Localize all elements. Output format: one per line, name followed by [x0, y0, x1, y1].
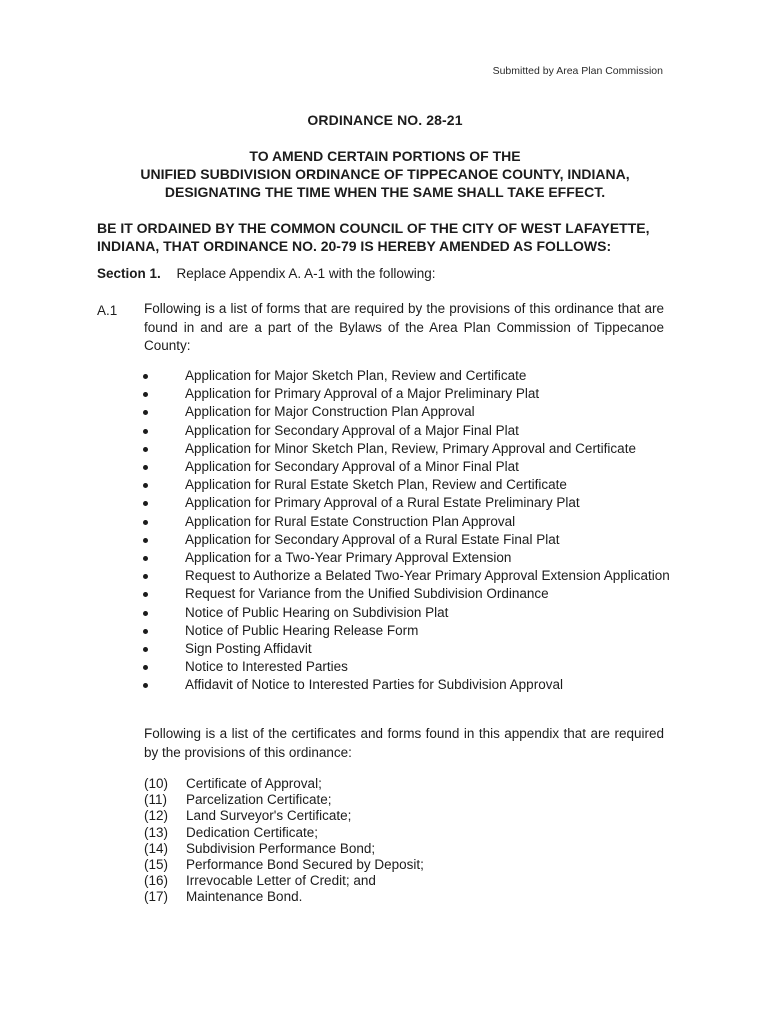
bullet-icon	[143, 683, 148, 688]
certificate-text: Parcelization Certificate;	[186, 792, 332, 808]
bullet-icon	[143, 465, 148, 470]
title-line: DESIGNATING THE TIME WHEN THE SAME SHALL TAKE EFFECT.	[164, 184, 606, 200]
certificate-number: (14)	[144, 840, 169, 856]
form-list-item	[140, 476, 670, 494]
certificate-text: Certificate of Approval;	[186, 776, 322, 791]
form-item-text: Application for Primary Approval of a Major Preliminary Plat	[185, 386, 540, 402]
section-label: Section 1.	[97, 266, 161, 281]
bullet-icon	[143, 538, 148, 543]
bullet-icon	[143, 665, 148, 670]
form-item-text: Application for Rural Estate Sketch Plan, Review and Certificate	[185, 477, 567, 493]
certificate-number: (11)	[144, 792, 168, 808]
certificate-text: Maintenance Bond.	[186, 889, 303, 905]
bullet-icon	[143, 429, 148, 434]
form-list-item	[140, 367, 670, 385]
form-item-text: Request for Variance from the Unified Subdivision Ordinance	[185, 586, 549, 602]
bullet-icon	[143, 392, 148, 397]
form-item-text: Request to Authorize a Belated Two-Year Primary Approval Extension Application	[185, 568, 670, 584]
certificate-list-item	[144, 841, 424, 857]
certificate-list-item	[144, 808, 424, 824]
ordinance-number: ORDINANCE NO. 28-21	[307, 112, 463, 128]
form-list-item	[140, 403, 670, 421]
form-list-item	[140, 676, 670, 694]
form-item-text: Application for Secondary Approval of a Major Final Plat	[185, 422, 519, 438]
form-list-item	[140, 622, 670, 640]
bullet-icon	[143, 447, 148, 452]
section-text: Replace Appendix A. A-1 with the following:	[176, 266, 436, 281]
form-item-text: Notice of Public Hearing Release Form	[185, 622, 419, 638]
ordinance-title	[0, 147, 770, 201]
certificate-text: Land Surveyor's Certificate;	[186, 808, 352, 824]
form-item-text: Application for Primary Approval of a Rural Estate Preliminary Plat	[185, 495, 580, 511]
form-list-item	[140, 604, 670, 622]
submitted-by-note: Submitted by Area Plan Commission	[492, 65, 663, 77]
form-item-text: Application for Secondary Approval of a Minor Final Plat	[185, 459, 519, 475]
form-item-text: Application for Major Sketch Plan, Review and Certificate	[185, 368, 527, 383]
bullet-icon	[143, 410, 148, 415]
certificate-number: (15)	[144, 857, 169, 873]
certificate-text: Dedication Certificate;	[186, 824, 319, 840]
bullet-icon	[143, 611, 148, 616]
certificate-text: Irrevocable Letter of Credit; and	[186, 873, 376, 889]
form-list-item	[140, 549, 670, 567]
bullet-icon	[143, 520, 148, 525]
a1-intro: Following is a list of forms that are required by the provisions of this ordinance that are found in and are a part of the Bylaws of the Area Plan Commission of Tippecanoe County:	[144, 301, 664, 353]
certificate-number: (12)	[144, 808, 169, 824]
form-item-text: Sign Posting Affidavit	[185, 641, 312, 657]
certificate-number: (17)	[144, 889, 169, 905]
certificates-list	[144, 776, 424, 906]
ordained-line: INDIANA, THAT ORDINANCE NO. 20-79 IS HEREBY AMENDED AS FOLLOWS:	[97, 238, 612, 254]
forms-list	[140, 367, 670, 695]
form-item-text: Notice of Public Hearing on Subdivision Plat	[185, 604, 449, 620]
certificate-number: (13)	[144, 824, 169, 840]
form-list-item	[140, 658, 670, 676]
form-list-item	[140, 640, 670, 658]
form-item-text: Application for Rural Estate Construction Plan Approval	[185, 513, 516, 529]
form-list-item	[140, 422, 670, 440]
form-item-text: Application for Minor Sketch Plan, Review, Primary Approval and Certificate	[185, 440, 636, 456]
bullet-icon	[143, 374, 148, 379]
certificate-text: Subdivision Performance Bond;	[186, 840, 376, 856]
form-item-text: Affidavit of Notice to Interested Parties for Subdivision Approval	[185, 677, 563, 693]
certificate-number: (10)	[144, 776, 169, 791]
section-1	[97, 266, 435, 281]
form-list-item	[140, 458, 670, 476]
title-line: TO AMEND CERTAIN PORTIONS OF THE	[249, 148, 521, 164]
form-list-item	[140, 513, 670, 531]
form-list-item	[140, 385, 670, 403]
bullet-icon	[143, 574, 148, 579]
certificate-list-item	[144, 792, 424, 808]
form-item-text: Notice to Interested Parties	[185, 659, 348, 675]
bullet-icon	[143, 647, 148, 652]
certificate-list-item	[144, 825, 424, 841]
certificate-list-item	[144, 889, 424, 905]
ordained-line: BE IT ORDAINED BY THE COMMON COUNCIL OF THE CITY OF WEST LAFAYETTE,	[97, 220, 650, 236]
certificates-intro: Following is a list of the certificates and forms found in this appendix that are required by the provisions of this ordinance:	[144, 726, 664, 760]
ordained-clause	[97, 219, 667, 255]
certificate-text: Performance Bond Secured by Deposit;	[186, 857, 424, 873]
form-item-text: Application for Secondary Approval of a Rural Estate Final Plat	[185, 531, 560, 547]
bullet-icon	[143, 592, 148, 597]
bullet-icon	[143, 629, 148, 634]
form-list-item	[140, 585, 670, 603]
form-item-text: Application for a Two-Year Primary Approval Extension	[185, 550, 512, 566]
certificate-list-item	[144, 776, 424, 792]
bullet-icon	[143, 483, 148, 488]
form-list-item	[140, 494, 670, 512]
bullet-icon	[143, 556, 148, 561]
form-list-item	[140, 440, 670, 458]
bullet-icon	[143, 501, 148, 506]
title-line: UNIFIED SUBDIVISION ORDINANCE OF TIPPECANOE COUNTY, INDIANA,	[140, 166, 630, 182]
form-list-item	[140, 531, 670, 549]
a1-label: A.1	[97, 303, 118, 318]
form-item-text: Application for Major Construction Plan Approval	[185, 404, 475, 420]
certificate-list-item	[144, 873, 424, 889]
certificate-list-item	[144, 857, 424, 873]
certificate-number: (16)	[144, 873, 169, 889]
form-list-item	[140, 567, 670, 585]
